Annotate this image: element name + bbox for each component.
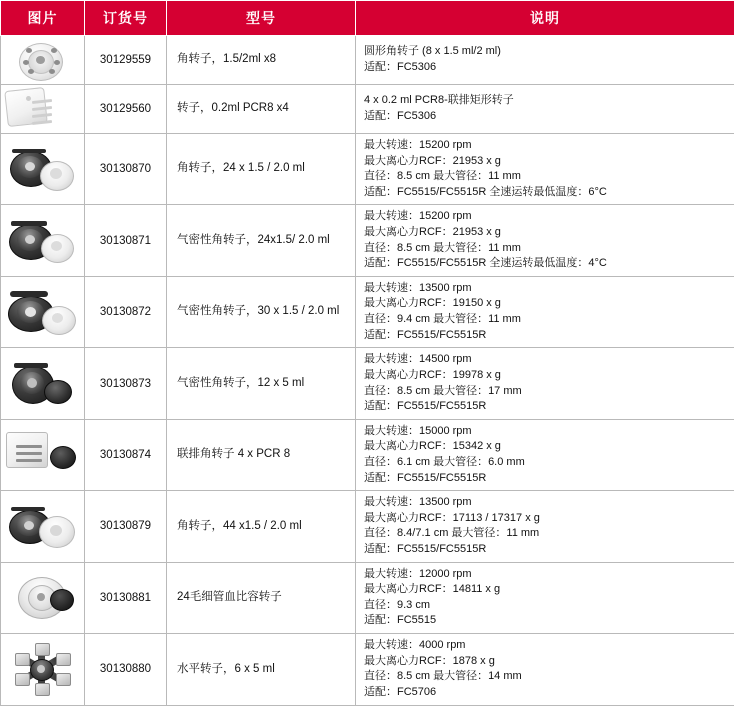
order-number-cell: 30130879 bbox=[85, 491, 167, 562]
table-header bbox=[1, 1, 734, 36]
description-line: 直径：8.5 cm 最大管径：14 mm bbox=[364, 669, 730, 685]
column-header-description: 说明 bbox=[356, 1, 734, 36]
description-line: 适配：FC5515/FC5515R bbox=[364, 328, 730, 344]
description-line: 4 x 0.2 ml PCR8-联排矩形转子 bbox=[364, 93, 730, 109]
description-cell bbox=[356, 85, 734, 134]
model-cell: 角转子，24 x 1.5 / 2.0 ml bbox=[167, 134, 356, 205]
table-row bbox=[1, 419, 734, 490]
description-cell bbox=[356, 562, 734, 633]
description-line: 适配：FC5515/FC5515R 全速运转最低温度：6°C bbox=[364, 185, 730, 201]
product-image-cell bbox=[1, 276, 85, 347]
table-row bbox=[1, 491, 734, 562]
description-line: 最大转速：13500 rpm bbox=[364, 281, 730, 297]
model-cell: 气密性角转子，12 x 5 ml bbox=[167, 348, 356, 419]
model-cell: 24毛细管血比容转子 bbox=[167, 562, 356, 633]
product-image-cell bbox=[1, 205, 85, 276]
description-line: 最大离心力RCF：19150 x g bbox=[364, 296, 730, 312]
angle-rotor-24-icon bbox=[6, 143, 80, 195]
description-line: 最大离心力RCF：21953 x g bbox=[364, 225, 730, 241]
airtight-angle-rotor-24-icon bbox=[6, 215, 80, 267]
description-line: 直径：6.1 cm 最大管径：6.0 mm bbox=[364, 455, 730, 471]
product-image-cell bbox=[1, 85, 85, 134]
description-line: 最大离心力RCF：14811 x g bbox=[364, 582, 730, 598]
swing-out-rotor-icon bbox=[6, 643, 80, 695]
order-number-cell: 30130880 bbox=[85, 634, 167, 705]
description-cell bbox=[356, 419, 734, 490]
column-header-order-number: 订货号 bbox=[85, 1, 167, 36]
description-line: 最大离心力RCF：15342 x g bbox=[364, 439, 730, 455]
description-line: 适配：FC5515 bbox=[364, 613, 730, 629]
product-image-cell bbox=[1, 491, 85, 562]
airtight-angle-rotor-30-icon bbox=[6, 286, 80, 338]
description-line: 直径：8.5 cm 最大管径：11 mm bbox=[364, 169, 730, 185]
round-angle-rotor-white-icon bbox=[6, 40, 80, 80]
order-number-cell: 30130873 bbox=[85, 348, 167, 419]
model-cell: 水平转子，6 x 5 ml bbox=[167, 634, 356, 705]
description-line: 最大转速：15000 rpm bbox=[364, 424, 730, 440]
model-cell: 气密性角转子，24x1.5/ 2.0 ml bbox=[167, 205, 356, 276]
table-row bbox=[1, 634, 734, 705]
description-line: 最大转速：14500 rpm bbox=[364, 352, 730, 368]
table-row bbox=[1, 348, 734, 419]
description-line: 适配：FC5515/FC5515R bbox=[364, 399, 730, 415]
product-image-cell bbox=[1, 562, 85, 633]
table-row bbox=[1, 36, 734, 85]
description-line: 适配：FC5306 bbox=[364, 109, 730, 125]
description-line: 直径：8.5 cm 最大管径：11 mm bbox=[364, 241, 730, 257]
table-row bbox=[1, 276, 734, 347]
description-line: 直径：8.4/7.1 cm 最大管径：11 mm bbox=[364, 526, 730, 542]
description-cell bbox=[356, 36, 734, 85]
description-line: 适配：FC5306 bbox=[364, 60, 730, 76]
table-row bbox=[1, 134, 734, 205]
table-row bbox=[1, 85, 734, 134]
column-header-image: 图片 bbox=[1, 1, 85, 36]
product-image-cell bbox=[1, 634, 85, 705]
order-number-cell: 30130871 bbox=[85, 205, 167, 276]
pcr-strip-angle-rotor-icon bbox=[6, 432, 80, 478]
description-line: 最大离心力RCF：17113 / 17317 x g bbox=[364, 511, 730, 527]
description-line: 圆形角转子 (8 x 1.5 ml/2 ml) bbox=[364, 44, 730, 60]
description-cell bbox=[356, 634, 734, 705]
description-line: 最大离心力RCF：1878 x g bbox=[364, 654, 730, 670]
product-image-cell bbox=[1, 36, 85, 85]
order-number-cell: 30130874 bbox=[85, 419, 167, 490]
description-line: 直径：9.3 cm bbox=[364, 598, 730, 614]
description-line: 直径：8.5 cm 最大管径：17 mm bbox=[364, 384, 730, 400]
description-line: 最大转速：15200 rpm bbox=[364, 138, 730, 154]
order-number-cell: 30130872 bbox=[85, 276, 167, 347]
product-image-cell bbox=[1, 134, 85, 205]
order-number-cell: 30130870 bbox=[85, 134, 167, 205]
order-number-cell: 30129560 bbox=[85, 85, 167, 134]
description-line: 最大离心力RCF：21953 x g bbox=[364, 154, 730, 170]
model-cell: 气密性角转子，30 x 1.5 / 2.0 ml bbox=[167, 276, 356, 347]
description-line: 适配：FC5706 bbox=[364, 685, 730, 701]
angle-rotor-44-icon bbox=[6, 500, 80, 552]
description-cell bbox=[356, 205, 734, 276]
description-line: 直径：9.4 cm 最大管径：11 mm bbox=[364, 312, 730, 328]
description-cell bbox=[356, 491, 734, 562]
description-line: 适配：FC5515/FC5515R 全速运转最低温度：4°C bbox=[364, 256, 730, 272]
description-line: 最大离心力RCF：19978 x g bbox=[364, 368, 730, 384]
pcr8-square-rotor-white-icon bbox=[6, 89, 80, 129]
order-number-cell: 30129559 bbox=[85, 36, 167, 85]
header-row bbox=[1, 1, 734, 36]
description-cell bbox=[356, 348, 734, 419]
column-header-model: 型号 bbox=[167, 1, 356, 36]
table-row bbox=[1, 562, 734, 633]
model-cell: 角转子，1.5/2ml x8 bbox=[167, 36, 356, 85]
order-number-cell: 30130881 bbox=[85, 562, 167, 633]
description-line: 最大转速：4000 rpm bbox=[364, 638, 730, 654]
description-cell bbox=[356, 134, 734, 205]
model-cell: 角转子，44 x1.5 / 2.0 ml bbox=[167, 491, 356, 562]
model-cell: 联排角转子 4 x PCR 8 bbox=[167, 419, 356, 490]
product-image-cell bbox=[1, 419, 85, 490]
description-line: 最大转速：15200 rpm bbox=[364, 209, 730, 225]
table-row bbox=[1, 205, 734, 276]
airtight-angle-rotor-12x5-icon bbox=[6, 358, 80, 410]
table-body bbox=[1, 36, 734, 706]
description-line: 最大转速：13500 rpm bbox=[364, 495, 730, 511]
description-line: 最大转速：12000 rpm bbox=[364, 567, 730, 583]
hematocrit-rotor-icon bbox=[6, 575, 80, 621]
description-line: 适配：FC5515/FC5515R bbox=[364, 471, 730, 487]
description-cell bbox=[356, 276, 734, 347]
product-image-cell bbox=[1, 348, 85, 419]
description-line: 适配：FC5515/FC5515R bbox=[364, 542, 730, 558]
model-cell: 转子，0.2ml PCR8 x4 bbox=[167, 85, 356, 134]
